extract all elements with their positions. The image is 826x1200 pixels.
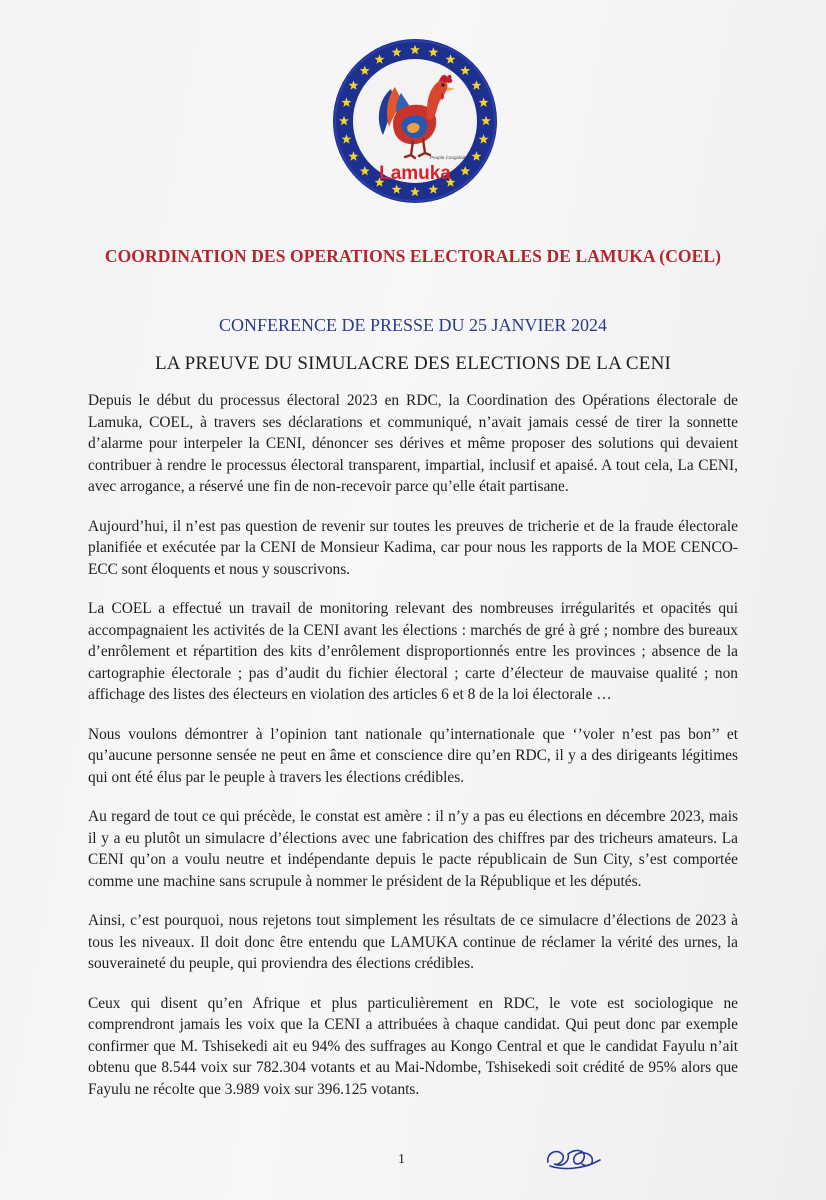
paragraph: La COEL a effectué un travail de monitoring relevant des nombreuses irrégularités et opacités qui accompagnaient les activités de la CENI avant les élections : marchés de gré à gré ; nombre des bureaux d’enrôlement et répartition des kits d’enrôlement disproportionnés entre les provinces ; absence de la cartographie électorale ; pas d’audit du fichier électoral ; carte d’électeur de mauvaise qualité ; non affichage des listes des électeurs en violation des articles 6 et 8 de la loi électorale …	[88, 600, 738, 703]
paragraph: Aujourd’hui, il n’est pas question de revenir sur toutes les preuves de tricherie et de la fraude électorale planifiée et exécutée par la CENI de Monsieur Kadima, car pour nous les rapports de la MOE CENCO-ECC sont éloquents et nous y souscrivons.	[88, 517, 738, 578]
page-number: 1	[398, 1152, 405, 1167]
logo-tagline: Peuple Congolais	[430, 155, 467, 160]
paragraph: Ainsi, c’est pourquoi, nous rejetons tout simplement les résultats de ce simulacre d’élections de 2023 à tous les niveaux. Il doit donc être entendu que LAMUKA continue de réclamer la vérité des urnes, la souveraineté du peuple, qui proviendra des élections crédibles.	[88, 912, 738, 972]
lamuka-logo	[331, 37, 499, 205]
paragraph: Depuis le début du processus électoral 2023 en RDC, la Coordination des Opérations électorale de Lamuka, COEL, à travers ses déclarations et communiqué, n’avait jamais cessé de tirer la sonnette d’alarme pour interpeler la CENI, dénoncer ses dérives et même proposer des solutions qui devaient contribuer à rendre le processus électoral transparent, impartial, inclusif et apaisé. A tout cela, La CENI, avec arrogance, a réservé une fin de non-recevoir parce qu’elle était partisane.	[88, 392, 738, 495]
paragraph: Au regard de tout ce qui précède, le constat est amère : il n’y a pas eu élections en décembre 2023, mais il y a eu plutôt un simulacre d’élections avec une fabrication des chiffres par des tricheurs amateurs. La CENI qu’on a voulu neutre et indépendante depuis le pacte républicain de Sun City, s’est comportée comme une machine sans scrupule à nommer le président de la République et les députés.	[88, 808, 738, 890]
document-body	[88, 390, 738, 1118]
paragraph: Nous voulons démontrer à l’opinion tant nationale qu’internationale que ‘’voler n’est pas bon’’ et qu’aucune personne sensée ne peut en âme et conscience dire qu’en RDC, il y a des dirigeants légitimes qui ont été élus par le peuple à travers les élections crédibles.	[88, 725, 738, 786]
signature-mark	[542, 1140, 612, 1174]
document-title: LA PREUVE DU SIMULACRE DES ELECTIONS DE LA CENI	[154, 353, 672, 374]
conference-subtitle: CONFERENCE DE PRESSE DU 25 JANVIER 2024	[218, 315, 608, 335]
logo-brand-text: Lamuka	[379, 163, 451, 184]
paragraph: Ceux qui disent qu’en Afrique et plus particulièrement en RDC, le vote est sociologique ne comprendront jamais les voix que la CENI a attribuées à chaque candidat. Qui peut donc par exemple confirmer que M. Tshisekedi ait eu 94% des suffrages au Kongo Central et que le candidat Fayulu n’ait obtenu que 8.544 voix sur 782.304 votants et au Mai-Ndombe, Tshisekedi soit crédité de 95% alors que Fayulu ne récolte que 3.989 voix sur 396.125 votants.	[88, 994, 738, 1098]
organization-title: COORDINATION DES OPERATIONS ELECTORALES DE LAMUKA (COEL)	[104, 246, 722, 266]
logo-graphic	[331, 37, 499, 205]
